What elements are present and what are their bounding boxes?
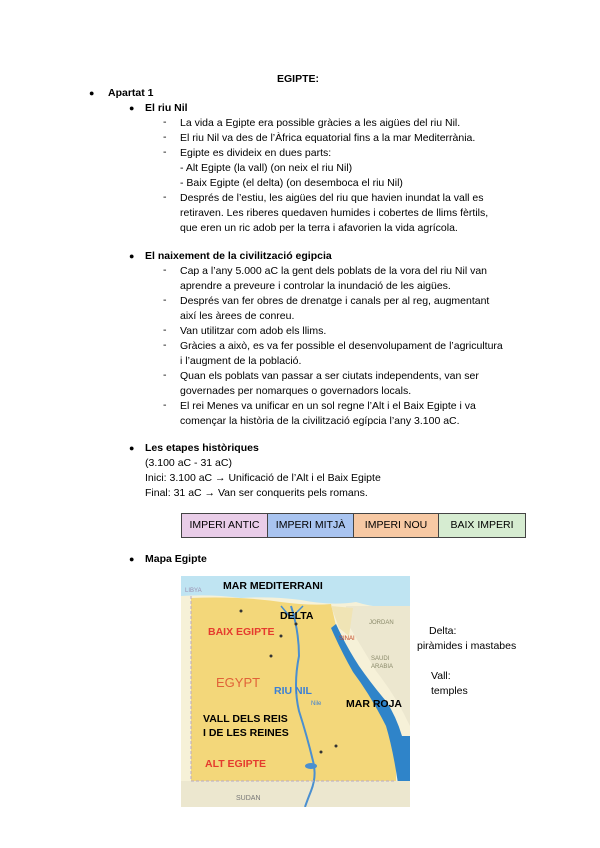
- label-jordan: JORDAN: [369, 620, 394, 626]
- list-subitem: - Baix Egipte (el delta) (on desemboca el riu Nil): [180, 177, 403, 189]
- section-heading-apartat: Apartat 1: [108, 87, 154, 99]
- label-alt-egipte: ALT EGIPTE: [205, 758, 267, 770]
- timeline-table: [181, 513, 526, 538]
- label-nile: Nile: [311, 701, 322, 707]
- list-item-cont: i l’augment de la població.: [180, 355, 302, 367]
- label-riu-nil: RIU NIL: [274, 685, 312, 697]
- label-i-de-les-reines: I DE LES REINES: [203, 727, 289, 739]
- heading-riu-nil: El riu Nil: [145, 102, 188, 114]
- heading-mapa: Mapa Egipte: [145, 553, 207, 565]
- bullet-icon: ●: [129, 554, 135, 564]
- timeline-cell-imperi-mitja: IMPERI MITJÀ: [268, 514, 354, 537]
- list-item-cont: retiraven. Les riberes quedaven humides i cobertes de llims fèrtils,: [180, 207, 489, 219]
- list-item: Egipte es divideix en dues parts:: [180, 147, 332, 159]
- label-arabia: ARABIA: [371, 664, 394, 670]
- list-item: Gràcies a això, es va fer possible el desenvolupament de l’agricultura: [180, 340, 503, 352]
- bullet-icon: ●: [129, 443, 135, 453]
- list-item-cont: governades per nomarques o governadors locals.: [180, 385, 412, 397]
- dash-icon: -: [163, 339, 167, 351]
- dash-icon: -: [163, 399, 167, 411]
- list-item: Van utilitzar com adob els llims.: [180, 325, 327, 337]
- list-item: Quan els poblats van passar a ser ciutats independents, van ser: [180, 370, 479, 382]
- bullet-icon: ●: [129, 251, 135, 261]
- label-libya: LIBYA: [185, 588, 202, 594]
- dash-icon: -: [163, 264, 167, 276]
- label-mar-mediterrani: MAR MEDITERRANI: [223, 580, 323, 592]
- page-title: EGIPTE:: [277, 73, 320, 85]
- end-line: Final: 31 aC → Van ser conquerits pels romans.: [145, 487, 368, 499]
- list-item-cont: començar la història de la civilització egípcia l’any 3.100 aC.: [180, 415, 460, 427]
- note-vall-text: temples: [431, 685, 468, 697]
- dash-icon: -: [163, 191, 167, 203]
- note-delta-title: Delta:: [429, 625, 457, 637]
- label-egypt: EGYPT: [216, 675, 261, 690]
- dash-icon: -: [163, 294, 167, 306]
- timeline-cell-baix-imperi: BAIX IMPERI: [439, 514, 525, 537]
- timeline-cell-imperi-antic: IMPERI ANTIC: [182, 514, 268, 537]
- list-item-cont: així les àrees de conreu.: [180, 310, 295, 322]
- heading-etapes: Les etapes històriques: [145, 442, 259, 454]
- start-line: Inici: 3.100 aC → Unificació de l’Alt i el Baix Egipte: [145, 472, 381, 484]
- dash-icon: -: [163, 369, 167, 381]
- label-delta: DELTA: [280, 610, 314, 622]
- dash-icon: -: [163, 146, 167, 158]
- list-item-cont: aprendre a preveure i controlar la inundació de les aigües.: [180, 280, 451, 292]
- label-vall-dels-reis: VALL DELS REIS: [203, 713, 288, 725]
- dash-icon: -: [163, 116, 167, 128]
- bullet-icon: ●: [129, 103, 135, 113]
- label-saudi: SAUDI: [371, 656, 390, 662]
- label-sinai: SINAI: [339, 636, 355, 642]
- dash-icon: -: [163, 131, 167, 143]
- date-range: (3.100 aC - 31 aC): [145, 457, 232, 469]
- timeline-cell-imperi-nou: IMPERI NOU: [354, 514, 439, 537]
- bullet-icon: ●: [89, 88, 95, 98]
- list-item: Després de l’estiu, les aigües del riu que havien inundat la vall es: [180, 192, 484, 204]
- heading-naixement: El naixement de la civilització egipcia: [145, 250, 332, 262]
- egypt-map: [181, 576, 410, 807]
- label-sudan: SUDAN: [236, 795, 261, 802]
- list-item: El rei Menes va unificar en un sol regne l’Alt i el Baix Egipte i va: [180, 400, 476, 412]
- label-baix-egipte: BAIX EGIPTE: [208, 626, 275, 638]
- list-subitem: - Alt Egipte (la vall) (on neix el riu Nil): [180, 162, 353, 174]
- list-item: Després van fer obres de drenatge i canals per al reg, augmentant: [180, 295, 490, 307]
- list-item-cont: que eren un ric adob per la terra i afavorien la vida agrícola.: [180, 222, 458, 234]
- list-item: La vida a Egipte era possible gràcies a les aigües del riu Nil.: [180, 117, 461, 129]
- list-item: Cap a l’any 5.000 aC la gent dels poblats de la vora del riu Nil van: [180, 265, 488, 277]
- note-vall-title: Vall:: [431, 670, 451, 682]
- label-mar-roja: MAR ROJA: [346, 698, 403, 710]
- note-delta-text: piràmides i mastabes: [417, 640, 517, 652]
- dash-icon: -: [163, 324, 167, 336]
- list-item: El riu Nil va des de l’Àfrica equatorial fins a la mar Mediterrània.: [180, 132, 476, 144]
